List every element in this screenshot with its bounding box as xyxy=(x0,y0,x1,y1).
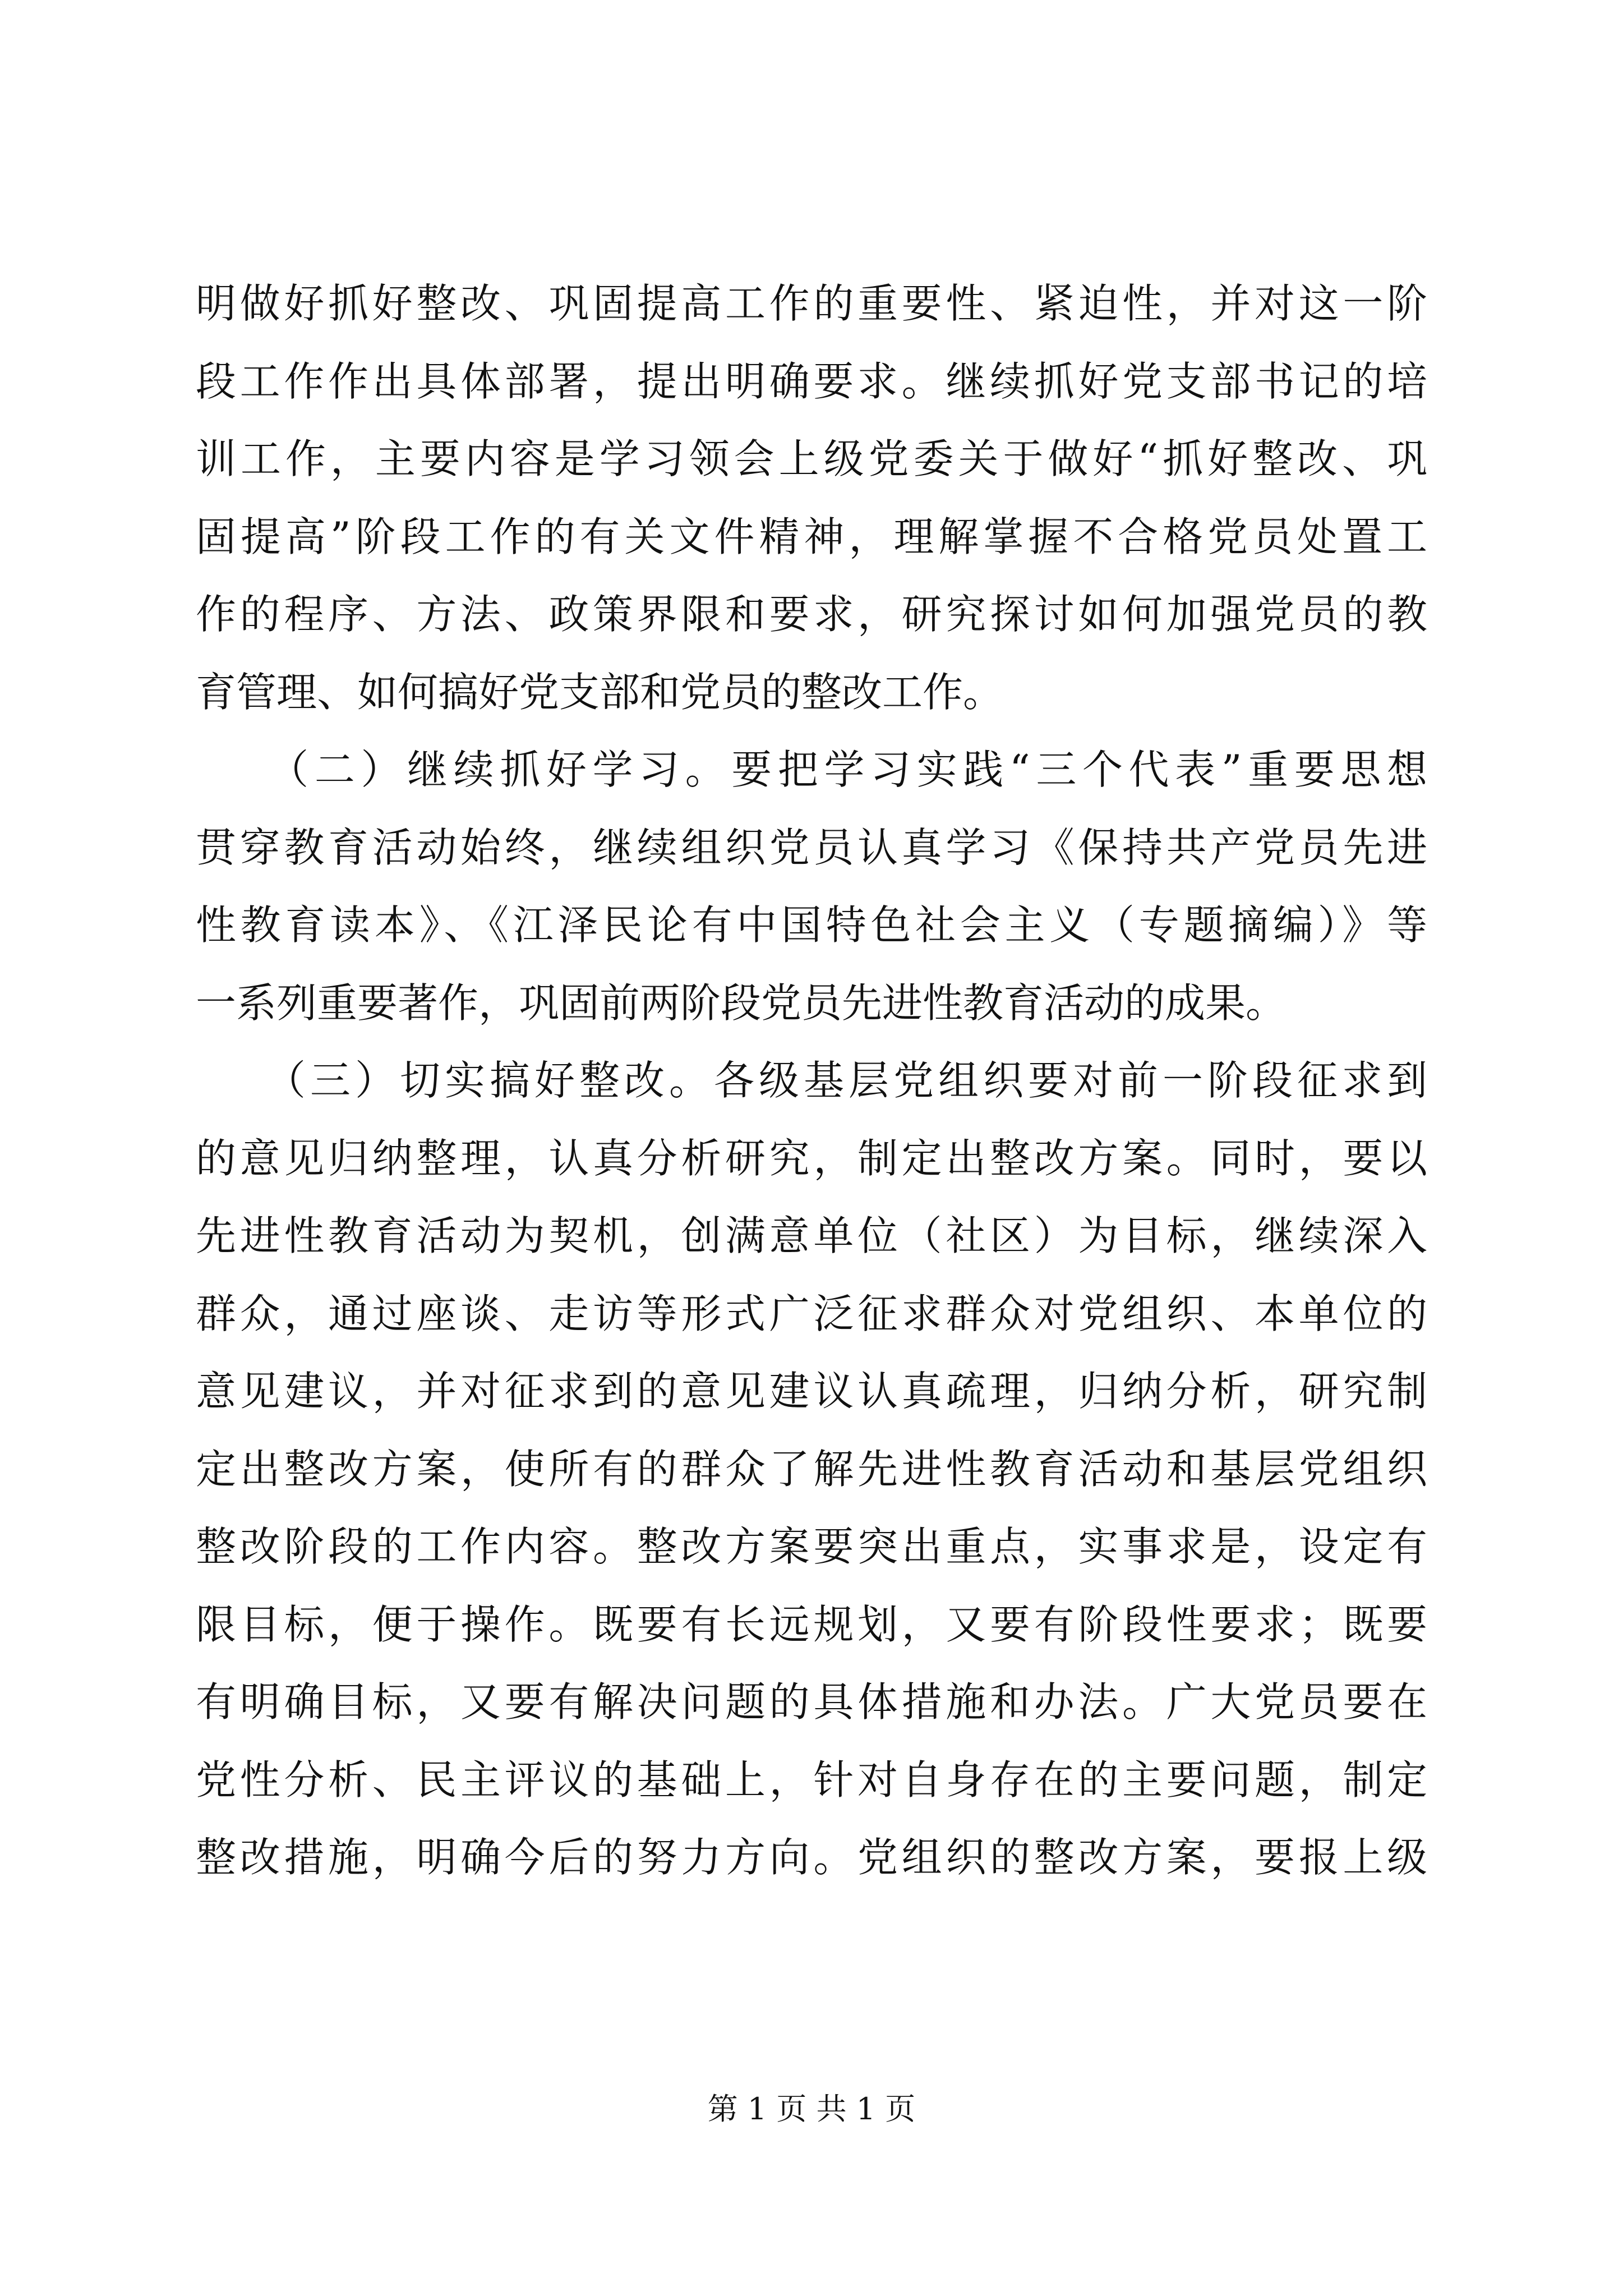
text-line: 定出整改方案，使所有的群众了解先进性教育活动和基层党组织 xyxy=(196,1445,1427,1493)
text-line: 一系列重要著作，巩固前两阶段党员先进性教育活动的成果。 xyxy=(196,979,1287,1027)
text-line: 的意见归纳整理，认真分析研究，制定出整改方案。同时，要以 xyxy=(196,1134,1427,1182)
text-line: 限目标，便于操作。既要有长远规划，又要有阶段性要求；既要 xyxy=(196,1600,1427,1648)
body-text xyxy=(196,265,1427,1897)
text-line: 段工作作出具体部署，提出明确要求。继续抓好党支部书记的培 xyxy=(196,357,1427,405)
text-line: 群众，通过座谈、走访等形式广泛征求群众对党组织、本单位的 xyxy=(196,1290,1427,1337)
text-line: 性教育读本》、《江泽民论有中国特色社会主义（专题摘编）》等 xyxy=(196,901,1427,949)
text-line: 有明确目标，又要有解决问题的具体措施和办法。广大党员要在 xyxy=(196,1678,1427,1726)
text-line: 整改阶段的工作内容。整改方案要突出重点，实事求是，设定有 xyxy=(196,1523,1427,1570)
text-line: 整改措施，明确今后的努力方向。党组织的整改方案，要报上级 xyxy=(196,1834,1427,1881)
text-line: （三）切实搞好整改。各级基层党组织要对前一阶段征求到 xyxy=(196,1057,1427,1104)
text-line: （二）继续抓好学习。要把学习实践“三个代表”重要思想 xyxy=(196,746,1427,793)
text-line: 作的程序、方法、政策界限和要求，研究探讨如何加强党员的教 xyxy=(196,591,1427,638)
text-line: 明做好抓好整改、巩固提高工作的重要性、紧迫性，并对这一阶 xyxy=(196,280,1427,327)
page-footer: 第 1 页 共 1 页 xyxy=(707,2091,916,2127)
text-line: 固提高”阶段工作的有关文件精神，理解掌握不合格党员处置工 xyxy=(196,513,1427,560)
text-line: 意见建议，并对征求到的意见建议认真疏理，归纳分析，研究制 xyxy=(196,1368,1427,1415)
text-line: 党性分析、民主评议的基础上，针对自身存在的主要问题，制定 xyxy=(196,1756,1427,1803)
text-line: 训工作，主要内容是学习领会上级党委关于做好“抓好整改、巩 xyxy=(196,435,1427,482)
text-line: 育管理、如何搞好党支部和党员的整改工作。 xyxy=(196,668,1004,716)
text-line: 贯穿教育活动始终，继续组织党员认真学习《保持共产党员先进 xyxy=(196,823,1427,871)
text-line: 先进性教育活动为契机，创满意单位（社区）为目标，继续深入 xyxy=(196,1212,1427,1259)
